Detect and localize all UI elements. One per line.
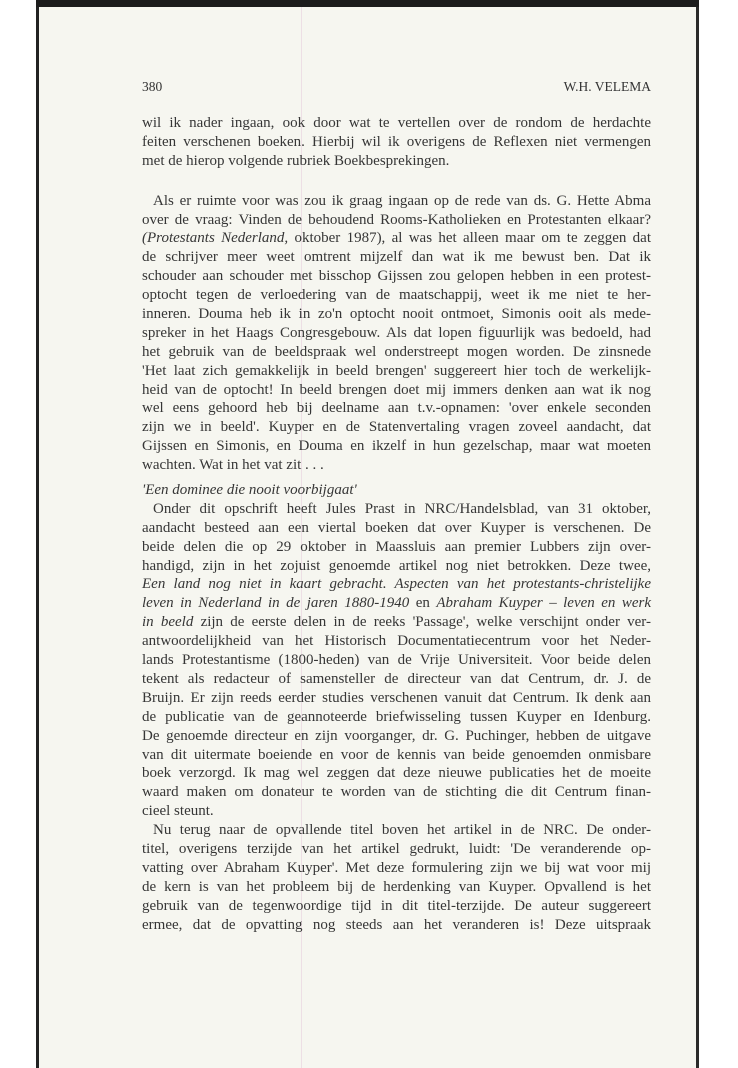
- text-span: titel, overigens terzijde van het artikel gedrukt, luidt: 'De veranderende op-: [142, 840, 651, 857]
- text-line: [142, 481, 651, 500]
- paragraph: [142, 821, 651, 934]
- running-head-author: W.H. VELEMA: [563, 79, 651, 94]
- text-span: 'Het laat zich gemakkelijk in beeld brengen' suggereert hier toch de werkelijk-: [142, 362, 651, 379]
- paragraph: [142, 114, 651, 171]
- text-span: het gebruik van de beeldspraak wel onderstreept mogen worden. De zinsnede: [142, 343, 651, 360]
- text-line: [142, 211, 651, 230]
- text-span: inneren. Douma heb ik in zo'n optocht nooit ontmoet, Simonis ooit als mede-: [142, 306, 651, 323]
- text-span: antwoordelijkheid van het Historisch Documentatiecentrum voor het Neder-: [142, 633, 651, 650]
- text-line: [142, 689, 651, 708]
- text-line: [142, 152, 651, 171]
- text-line: [142, 381, 651, 400]
- italic-text: Abraham Kuyper – leven en werk: [436, 595, 651, 612]
- body-text: [142, 114, 651, 934]
- text-span: gebruik van de tegenwoordige tijd in dit titel-terzijde. De auteur suggereert: [142, 897, 651, 914]
- text-span: vatting over Abraham Kuyper'. Met deze formulering zijn we bij wat voor mij: [142, 859, 651, 876]
- text-span: de schrijver meer weet omtrent mijzelf dan wat ik me bewust ben. Dat ik: [142, 249, 651, 266]
- italic-text: leven in Nederland in de jaren 1880-1940: [142, 595, 410, 612]
- text-line: [142, 343, 651, 362]
- text-line: [142, 802, 651, 821]
- text-line: [142, 538, 651, 557]
- text-span: Gijssen en Simonis, en Douma en ikzelf in hun gezelschap, maar wat moeten: [142, 438, 651, 455]
- text-span: handigd, zijn in het zojuist genoemde artikel nog niet betrokken. Deze twee,: [142, 557, 651, 574]
- text-span: de kern is van het probleem bij de herdenking van Kuyper. Opvallend is het: [142, 878, 651, 895]
- italic-text: in beeld: [142, 614, 194, 631]
- text-line: [142, 594, 651, 613]
- text-line: [142, 651, 651, 670]
- italic-text: 'Een dominee die nooit voorbijgaat': [142, 482, 357, 499]
- italic-text: Protestants Nederland,: [147, 230, 289, 247]
- text-span: wil ik nader ingaan, ook door wat te vertellen over de rondom de herdachte: [142, 115, 651, 131]
- text-span: boek verzorgd. Ik mag wel zeggen dat deze nieuwe publicaties het de moeite: [142, 765, 651, 782]
- text-span: schouder aan schouder met bisschop Gijssen zou gelopen hebben in een protest-: [142, 268, 651, 285]
- text-line: [142, 821, 651, 840]
- text-line: [142, 878, 651, 897]
- text-line: [142, 897, 651, 916]
- text-line: [142, 859, 651, 878]
- text-span: zijn de eerste delen in de reeks 'Passage', welke verschijnt onder ver-: [193, 614, 651, 631]
- text-span: Bruijn. Er zijn reeds eerder studies verschenen vanuit dat Centrum. Ik denk aan: [142, 689, 651, 706]
- running-header: [142, 77, 651, 96]
- text-line: [142, 418, 651, 437]
- text-line: [142, 575, 651, 594]
- text-line: [142, 305, 651, 324]
- text-line: [142, 229, 651, 248]
- text-line: [142, 192, 651, 211]
- text-line: [142, 456, 651, 475]
- italic-text: Een land nog niet in kaart gebracht. Aspecten van het protestants-christelijke: [142, 576, 651, 593]
- text-span: waard maken om donateur te worden van de stichting die dit Centrum finan-: [142, 784, 651, 801]
- text-line: [142, 362, 651, 381]
- text-span: Nu terug naar de opvallende titel boven het artikel in de NRC. De onder-: [153, 822, 651, 839]
- text-span: De genoemde directeur en zijn voorganger, dr. G. Puchinger, hebben de uitgave: [142, 727, 651, 744]
- text-line: [142, 519, 651, 538]
- text-line: [142, 613, 651, 632]
- text-line: [142, 114, 651, 133]
- text-span: spreker in het Haags Congresgebouw. Als dat lopen figuurlijk was bedoeld, had: [142, 324, 651, 341]
- text-span: lands Protestantisme (1800-heden) van de Vrije Universiteit. Voor beide delen: [142, 652, 651, 669]
- text-line: [142, 840, 651, 859]
- text-span: de publicatie van de geannoteerde briefwisseling tussen Kuyper en Idenburg.: [142, 708, 651, 725]
- text-span: ermee, dat de opvatting nog steeds aan het veranderen is! Deze uitspraak: [142, 916, 651, 933]
- section-heading: [142, 481, 651, 500]
- text-line: [142, 437, 651, 456]
- text-line: [142, 916, 651, 935]
- text-span: wachten. Wat in het vat zit . . .: [142, 457, 324, 474]
- text-span: tekent als redacteur of samensteller de directeur van dat Centrum, dr. J. de: [142, 670, 651, 687]
- text-line: [142, 248, 651, 267]
- text-line: [142, 764, 651, 783]
- text-line: [142, 783, 651, 802]
- text-line: [142, 286, 651, 305]
- text-span: zijn we in beeld'. Kuyper en de Statenvertaling vragen zoveel aandacht, dat: [142, 419, 651, 436]
- text-line: [142, 727, 651, 746]
- text-span: aandacht besteed aan een viertal boeken dat over Kuyper is verschenen. De: [142, 519, 651, 536]
- text-span: beide delen die op 29 oktober in Maassluis aan premier Lubbers zijn over-: [142, 538, 651, 555]
- text-span: met de hierop volgende rubriek Boekbesprekingen.: [142, 152, 450, 169]
- text-span: feiten verschenen boeken. Hierbij wil ik overigens de Reflexen niet vermengen: [142, 133, 651, 150]
- text-span: oktober 1987), al was het alleen maar om te zeggen dat: [288, 230, 651, 247]
- text-line: [142, 670, 651, 689]
- text-span: van dit uitermate boeiende en voor de kennis van beide genoemden onmisbare: [142, 746, 651, 763]
- text-line: [142, 557, 651, 576]
- text-line: [142, 399, 651, 418]
- page-number: 380: [142, 79, 163, 94]
- paragraph: [142, 500, 651, 821]
- text-line: [142, 746, 651, 765]
- text-span: en: [409, 595, 437, 612]
- text-span: over de vraag: Vinden de behoudend Rooms-Katholieken en Protestanten elkaar?: [142, 211, 651, 228]
- text-line: [142, 133, 651, 152]
- text-span: optocht tegen de verloedering van de maatschappij, weet ik me niet te her-: [142, 287, 651, 304]
- italic-text: (: [142, 230, 147, 247]
- text-line: [142, 500, 651, 519]
- scan-top-edge: [36, 0, 699, 7]
- text-span: cieel steunt.: [142, 803, 214, 820]
- text-span: heid van de optocht! In beeld brengen doet mij immers denken aan wat ik nog: [142, 381, 651, 398]
- text-span: wel eens gehoord heb bij deelname aan t.v.-opnamen: 'over enkele seconden: [142, 400, 651, 417]
- text-line: [142, 708, 651, 727]
- text-line: [142, 267, 651, 286]
- text-span: Als er ruimte voor was zou ik graag ingaan op de rede van ds. G. Hette Abma: [153, 192, 651, 209]
- paragraph: [142, 192, 651, 475]
- text-span: Onder dit opschrift heeft Jules Prast in NRC/Handelsblad, van 31 oktober,: [153, 500, 651, 517]
- text-line: [142, 632, 651, 651]
- text-line: [142, 324, 651, 343]
